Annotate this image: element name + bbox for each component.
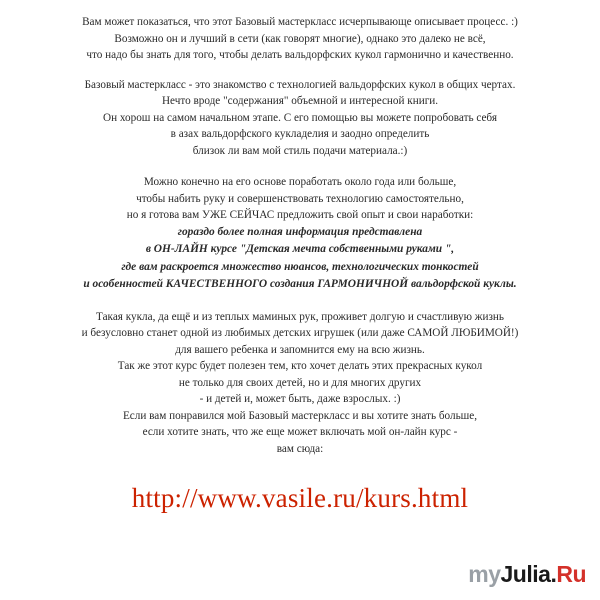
watermark-julia: Julia xyxy=(500,561,551,587)
text-line: близок ли вам мой стиль подачи материала.:) xyxy=(192,144,408,157)
text-line: Можно конечно на его основе поработать около года или больше, xyxy=(143,176,457,188)
spacer xyxy=(16,159,584,174)
text-line: - и детей и, может быть, даже взрослых. :) xyxy=(199,393,401,405)
text-line: Такая кукла, да ещё и из теплых маминых рук, проживет долгую и счастливую жизнь xyxy=(96,310,504,323)
watermark-ru: Ru xyxy=(556,561,586,587)
course-link[interactable]: http://www.vasile.ru/kurs.html xyxy=(131,483,469,513)
text-line: Вам может показаться, что этот Базовый мастеркласс исчерпывающе описывает процесс. :) xyxy=(82,16,518,28)
text-line: не только для своих детей, но и для многих других xyxy=(178,376,422,389)
text-line: Базовый мастеркласс - это знакомство с технологией вальдорфских кукол в общих чертах. xyxy=(84,78,516,91)
paragraph-offer xyxy=(16,174,584,224)
text-line: гораздо более полная информация представлена xyxy=(177,225,423,238)
text-line: в азах вальдорфского кукладелия и заодно определить xyxy=(170,128,430,140)
text-line: Если вам понравился мой Базовый мастеркласс и вы хотите знать больше, xyxy=(122,409,478,422)
text-line: Он хорош на самом начальном этапе. С его помощью вы можете попробовать себя xyxy=(103,111,497,124)
text-line: Так же этот курс будет полезен тем, кто хочет делать этих прекрасных кукол xyxy=(117,360,483,372)
course-link-container xyxy=(16,483,584,514)
text-line: если хотите знать, что же еще может включать мой он-лайн курс - xyxy=(142,426,458,438)
text-line: в ОН-ЛАЙН курсе "Детская мечта собственными руками ", xyxy=(145,243,455,255)
text-line: Возможно он и лучший в сети (как говорят многие), однако это далеко не всё, xyxy=(114,32,486,45)
text-line: чтобы набить руку и совершенствовать технологию самостоятельно, xyxy=(136,192,464,205)
text-line: где вам раскроется множество нюансов, технологических тонкостей xyxy=(121,260,479,273)
myjulia-watermark xyxy=(468,561,586,588)
text-line: и безусловно станет одной из любимых детских игрушек (или даже САМОЙ ЛЮБИМОЙ!) xyxy=(81,327,519,339)
text-line: вам сюда: xyxy=(276,442,324,455)
paragraph-intro xyxy=(16,14,584,64)
paragraph-benefits xyxy=(16,309,584,458)
watermark-dot: . xyxy=(550,561,557,587)
spacer xyxy=(16,64,584,77)
text-line: и особенностей КАЧЕСТВЕННОГО создания ГАРМОНИЧНОЙ вальдорфской куклы. xyxy=(83,278,517,290)
watermark-my: my xyxy=(468,561,501,587)
text-line: но я готова вам УЖЕ СЕЙЧАС предложить свой опыт и свои наработки: xyxy=(126,209,474,221)
text-line: Нечто вроде "содержания" объемной и интересной книги. xyxy=(161,95,439,107)
text-line: что надо бы знать для того, чтобы делать вальдорфских кукол гармонично и качественно. xyxy=(86,49,514,61)
paragraph-online-course xyxy=(16,224,584,294)
paragraph-basic-course xyxy=(16,77,584,160)
text-line: для вашего ребенка и запомнится ему на всю жизнь. xyxy=(175,343,425,356)
spacer xyxy=(16,294,584,309)
